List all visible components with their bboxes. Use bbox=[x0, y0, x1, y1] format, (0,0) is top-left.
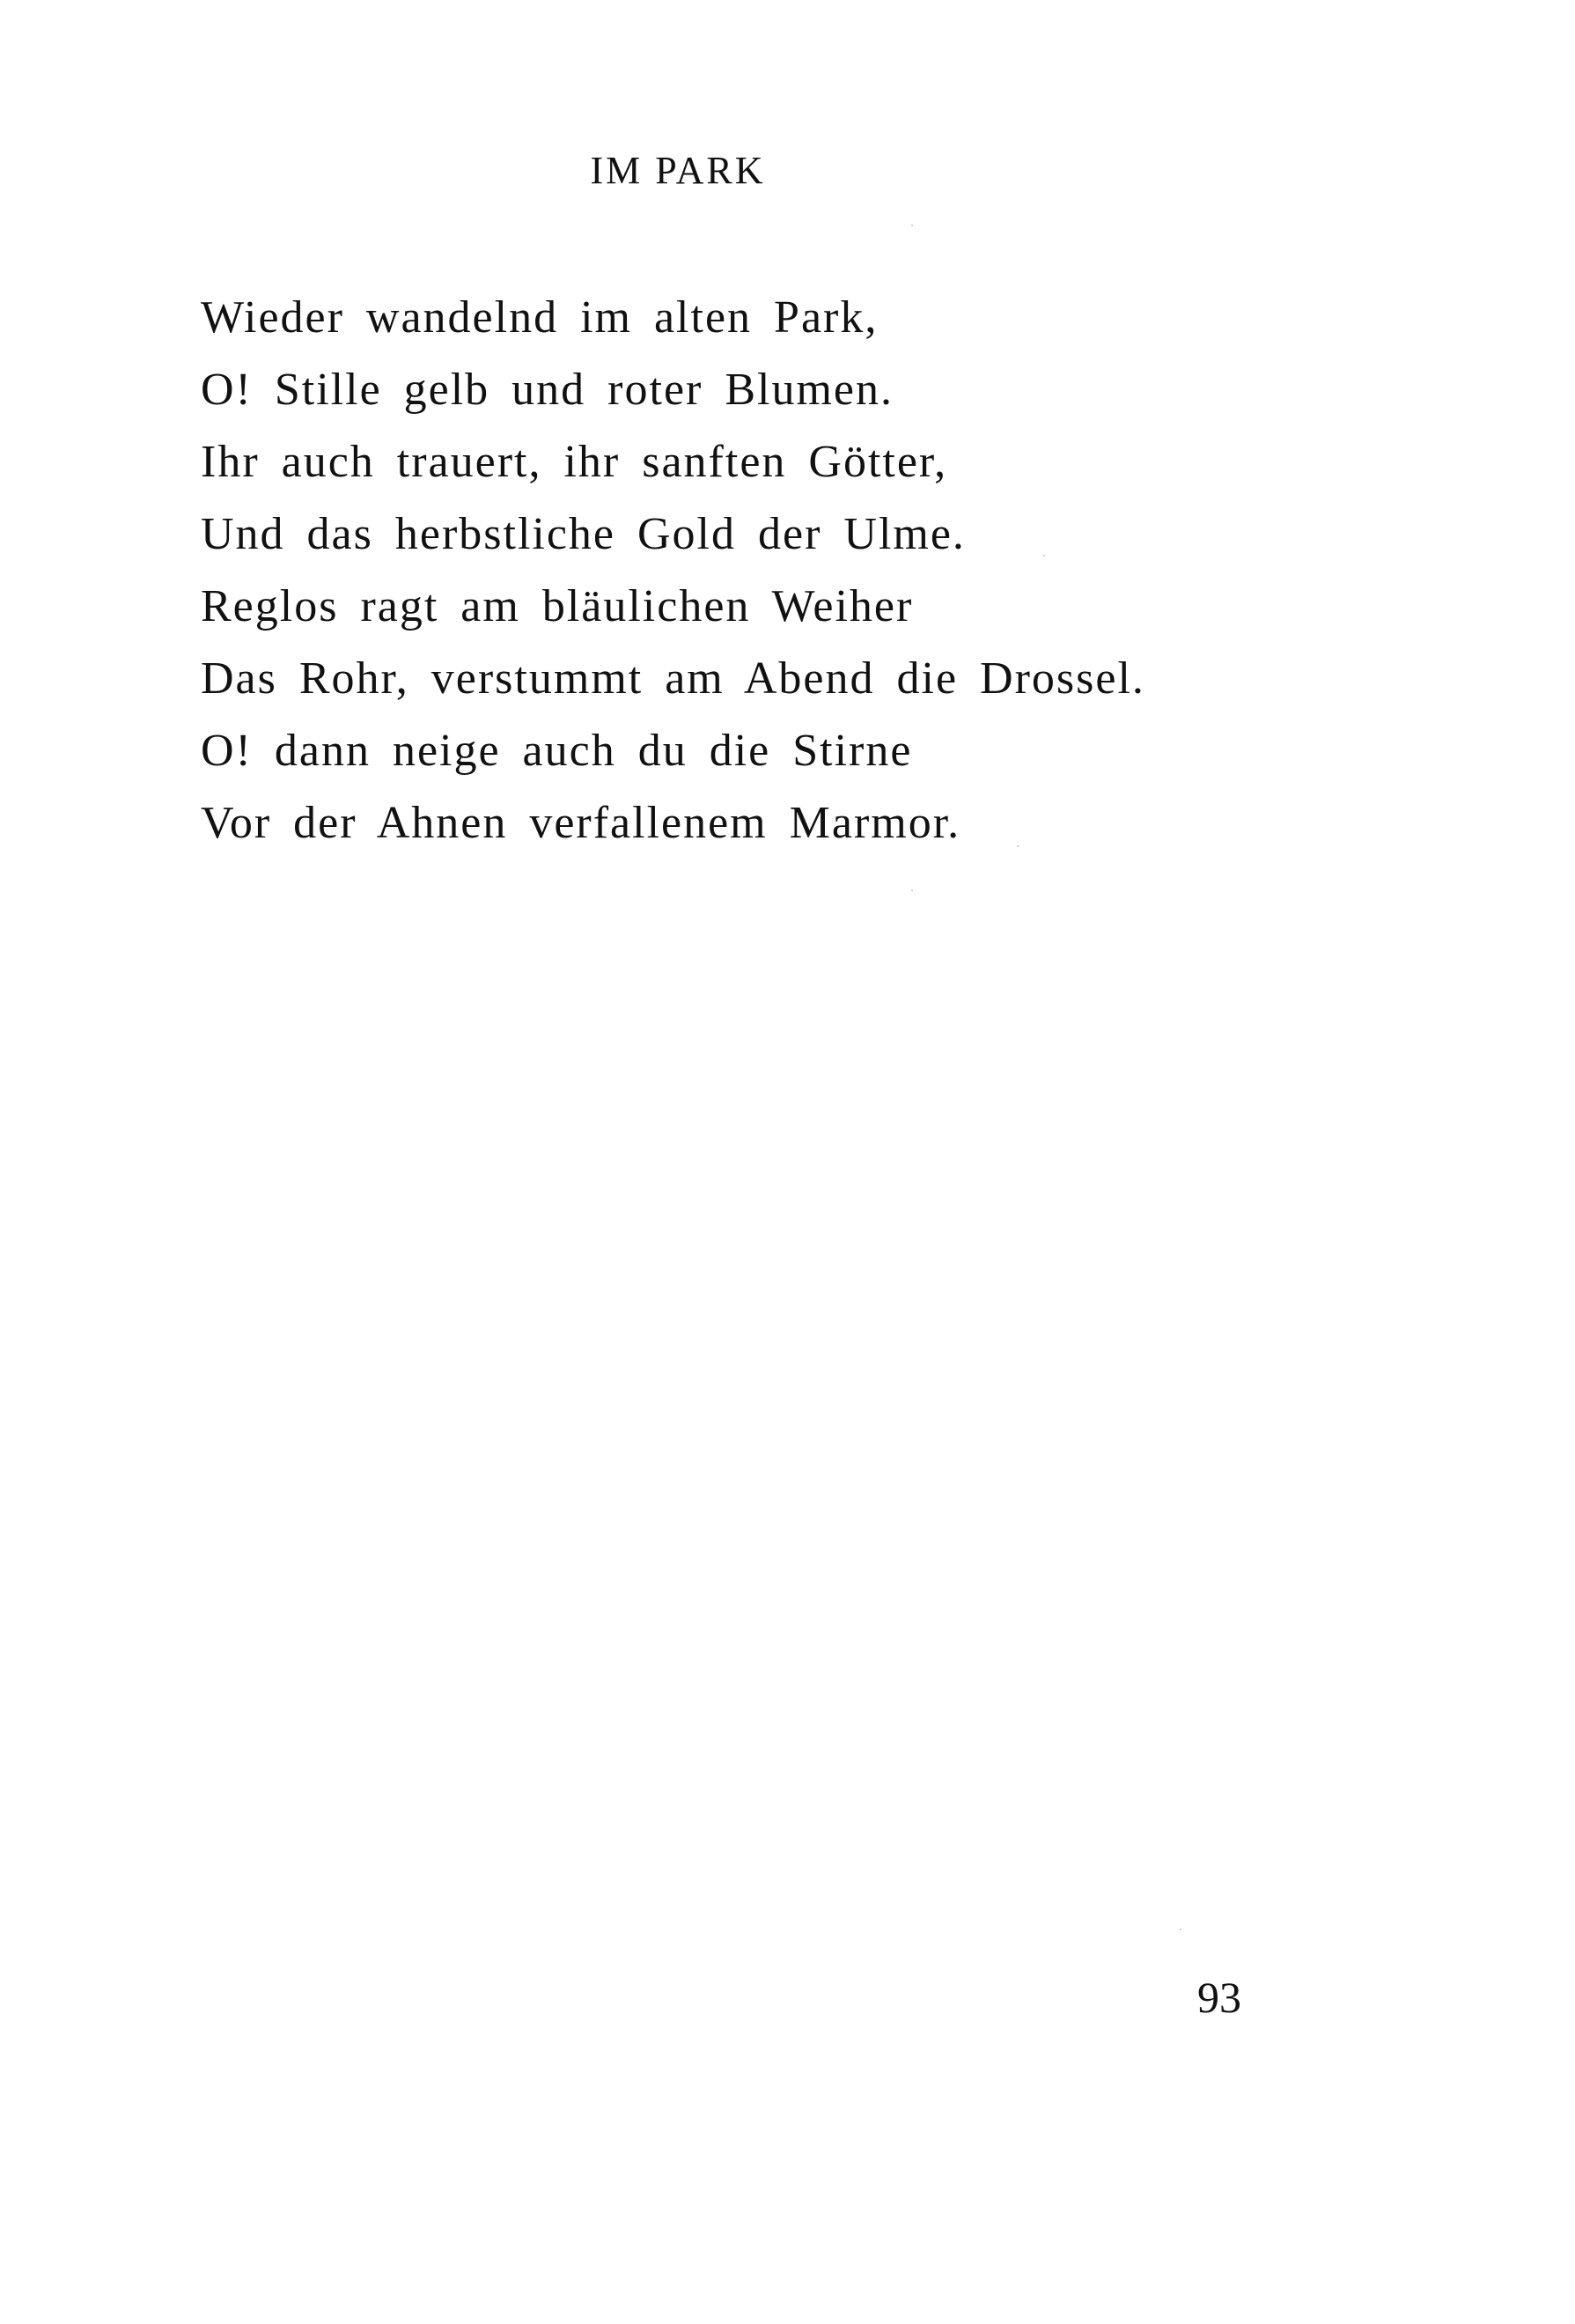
scan-speck bbox=[911, 225, 913, 226]
scan-speck bbox=[1043, 555, 1045, 557]
scan-speck bbox=[911, 889, 913, 891]
poem-line: O! Stille gelb und roter Blumen. bbox=[201, 365, 894, 415]
poem-line: Ihr auch trauert, ihr sanften Götter, bbox=[201, 437, 948, 487]
scan-speck bbox=[1180, 1929, 1181, 1930]
poem-title: IM PARK bbox=[590, 149, 766, 192]
poem-line: Reglos ragt am bläulichen Weiher bbox=[201, 581, 914, 631]
poem-line: O! dann neige auch du die Stirne bbox=[201, 726, 913, 776]
poem-stanza bbox=[201, 282, 1145, 860]
scan-speck bbox=[1017, 845, 1019, 847]
poem-line: Das Rohr, verstummt am Abend die Drossel. bbox=[201, 653, 1145, 704]
poem-line: Und das herbstliche Gold der Ulme. bbox=[201, 509, 966, 559]
poem-line: Wieder wandelnd im alten Park, bbox=[201, 292, 879, 343]
poem-line: Vor der Ahnen verfallenem Marmor. bbox=[201, 798, 961, 848]
page-number: 93 bbox=[1197, 1973, 1241, 2022]
